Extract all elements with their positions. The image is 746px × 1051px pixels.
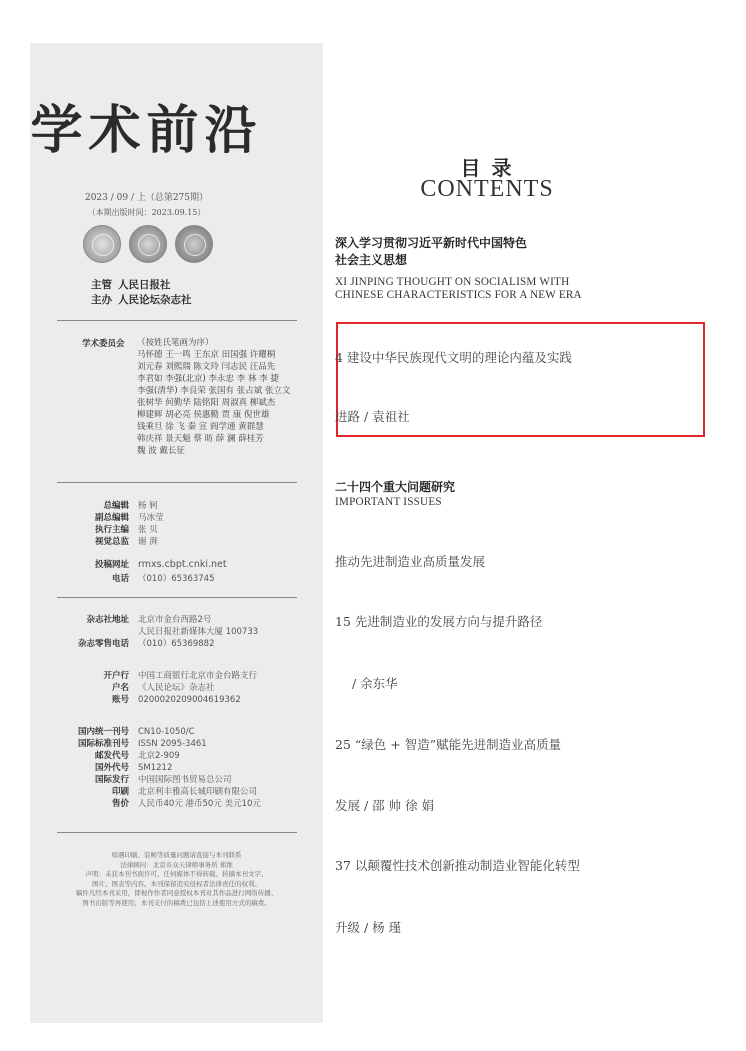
award-badge-icon [129,225,167,263]
board-row: 李君如 李强(北京) 李永忠 李 林 李 捷 [137,374,279,384]
board-row: 刘元春 刘熙瑞 陈文玲 闫志民 汪品先 [137,362,276,372]
board-row: 马怀德 王一鸣 王东京 田国强 许耀桐 [137,350,276,360]
board-row: 张树华 何勤华 陆铭阳 周淑真 柳斌杰 [137,398,276,408]
section-heading-line: 社会主义思想 [335,253,408,267]
pub-key: 国际发行 [94,775,129,785]
editor-val: 马冰莹 [138,513,164,523]
journal-title: 学术前沿 [30,100,263,161]
issue-line: 2023 / 09 / 上（总第275期） [84,193,209,203]
pub-key: 邮发代号 [94,751,129,761]
supervisor-label: 主管 [91,279,112,291]
board-row: 韩庆祥 景天魁 蔡 昉 薛 澜 薛桂芳 [137,434,264,444]
address-label: 杂志社地址 [86,615,129,625]
pub-key: 印刷 [111,787,129,797]
board-note: （按姓氏笔画为序） [137,338,214,348]
pub-val: 北京利丰雅高长城印刷有限公司 [138,787,258,797]
board-members [137,337,307,457]
editor-val: 张 贝 [138,525,158,535]
host: 人民论坛杂志社 [118,294,192,306]
board-row: 柳建辉 胡必亮 侯惠勤 贾 康 倪世雄 [137,410,270,420]
divider [57,320,297,321]
pub-key: 国际标准刊号 [77,739,129,749]
bank-val: 0200020209004619362 [138,695,241,705]
note-line: 稿件凡经本刊采用，即视作作者同意授权本刊对其作品进行网络传播、 [75,889,278,897]
editor-key: 副总编辑 [94,513,129,523]
note-line: 如遇印刷、装帧等质量问题请直接与本刊联系 [111,851,242,859]
section-heading-en-line: XI JINPING THOUGHT ON SOCIALISM WITH [335,276,570,288]
emblem-badge-icon [83,225,121,263]
board-row: 李强(清华) 李良荣 张国有 张占斌 张立文 [137,386,291,396]
bank-val: 中国工商银行北京市金台路支行 [138,671,258,681]
release-date: （本期出版时间：2023.09.15） [87,208,206,217]
bank-val: 《人民论坛》杂志社 [138,683,215,693]
toc-title: 目 录 [460,156,514,180]
bank-key: 账号 [111,695,129,705]
pub-val: ISSN 2095-3461 [138,739,207,749]
address-line: 人民日报社新媒体大厦 100733 [138,627,259,637]
section-heading: 二十四个重大问题研究 [335,480,456,494]
sponsors [80,278,192,308]
section-heading-en: IMPORTANT ISSUES [335,496,442,508]
divider [57,832,297,833]
section-heading-line: 深入学习贯彻习近平新时代中国特色 [335,236,528,250]
editor-key: 投稿网址 [94,560,129,570]
address-line: 北京市金台西路2号 [138,615,212,625]
editor-val: （010）65363745 [138,574,215,584]
editor-key: 执行主编 [94,525,129,535]
supervisor: 人民日报社 [118,279,171,291]
note-line: 声明：未获本刊书面许可，任何媒体不得转载、转摘本刊文字、 [85,870,268,878]
pub-val: 中国国际图书贸易总公司 [138,775,232,785]
editor-key: 电话 [111,574,129,584]
toc-entry-author[interactable]: 发展 / 邵 帅 徐 娟 [335,798,435,813]
board-row: 钱乘旦 徐 飞 秦 宣 阎学通 黄群慧 [137,422,264,432]
section-heading [335,235,527,269]
seal-badge-icon [175,225,213,263]
toc-entry-author[interactable]: 升级 / 杨 瑾 [335,920,402,935]
pub-val: CN10-1050/C [138,727,195,737]
board-row: 魏 波 戴长征 [137,446,185,456]
host-label: 主办 [91,294,112,306]
badge-row [83,225,213,265]
bank-key: 开户行 [103,671,129,681]
topic-heading: 推动先进制造业高质量发展 [335,554,486,569]
editor-key: 总编辑 [103,501,129,511]
phone-val: （010）65369882 [138,639,215,649]
note-line: 图片、图表等内容。本刊保留追究侵权者法律责任的权利。 [92,879,261,888]
toc-entry[interactable]: 15 先进制造业的发展方向与提升路径 [335,614,543,629]
editor-key: 视觉总监 [94,537,129,547]
editor-val: rmxs.cbpt.cnki.net [138,559,227,570]
section-heading-en [335,276,582,302]
pub-val: 人民币40元 港币50元 美元10元 [138,799,261,809]
toc-entry[interactable]: 25 “绿色 + 智造”赋能先进制造业高质量 [335,737,562,752]
pub-key: 国内统一刊号 [77,727,129,737]
section-heading-en-line: CHINESE CHARACTERISTICS FOR A NEW ERA [335,289,582,301]
pub-key: 售价 [111,799,129,809]
divider [57,597,297,598]
bank-key: 户名 [111,683,129,693]
editor-val: 杨 轲 [138,501,158,511]
toc-title-en: CONTENTS [420,176,554,202]
pub-val: SM1212 [138,763,173,773]
phone-label: 杂志零售电话 [77,639,129,649]
pub-val: 北京2-909 [138,751,180,761]
pub-key: 国外代号 [94,763,129,773]
toc-entry[interactable]: 37 以颠覆性技术创新推动制造业智能化转型 [335,858,580,873]
notes [33,851,320,908]
toc-entry-author[interactable]: 进路 / 袁祖社 [335,409,410,424]
note-line: 法律顾问：北京市众天律师事务所 郑维 [120,860,233,869]
editor-val: 谢 湃 [138,537,158,547]
board-label: 学术委员会 [82,339,125,349]
toc-entry-author[interactable]: / 余东华 [352,676,398,691]
toc-entry[interactable]: 4 建设中华民族现代文明的理论内蕴及实践 [335,350,572,365]
note-line: 图书出版等再使用；本刊支付的稿费已包括上述使用方式的稿费。 [82,898,271,907]
divider [57,482,297,483]
